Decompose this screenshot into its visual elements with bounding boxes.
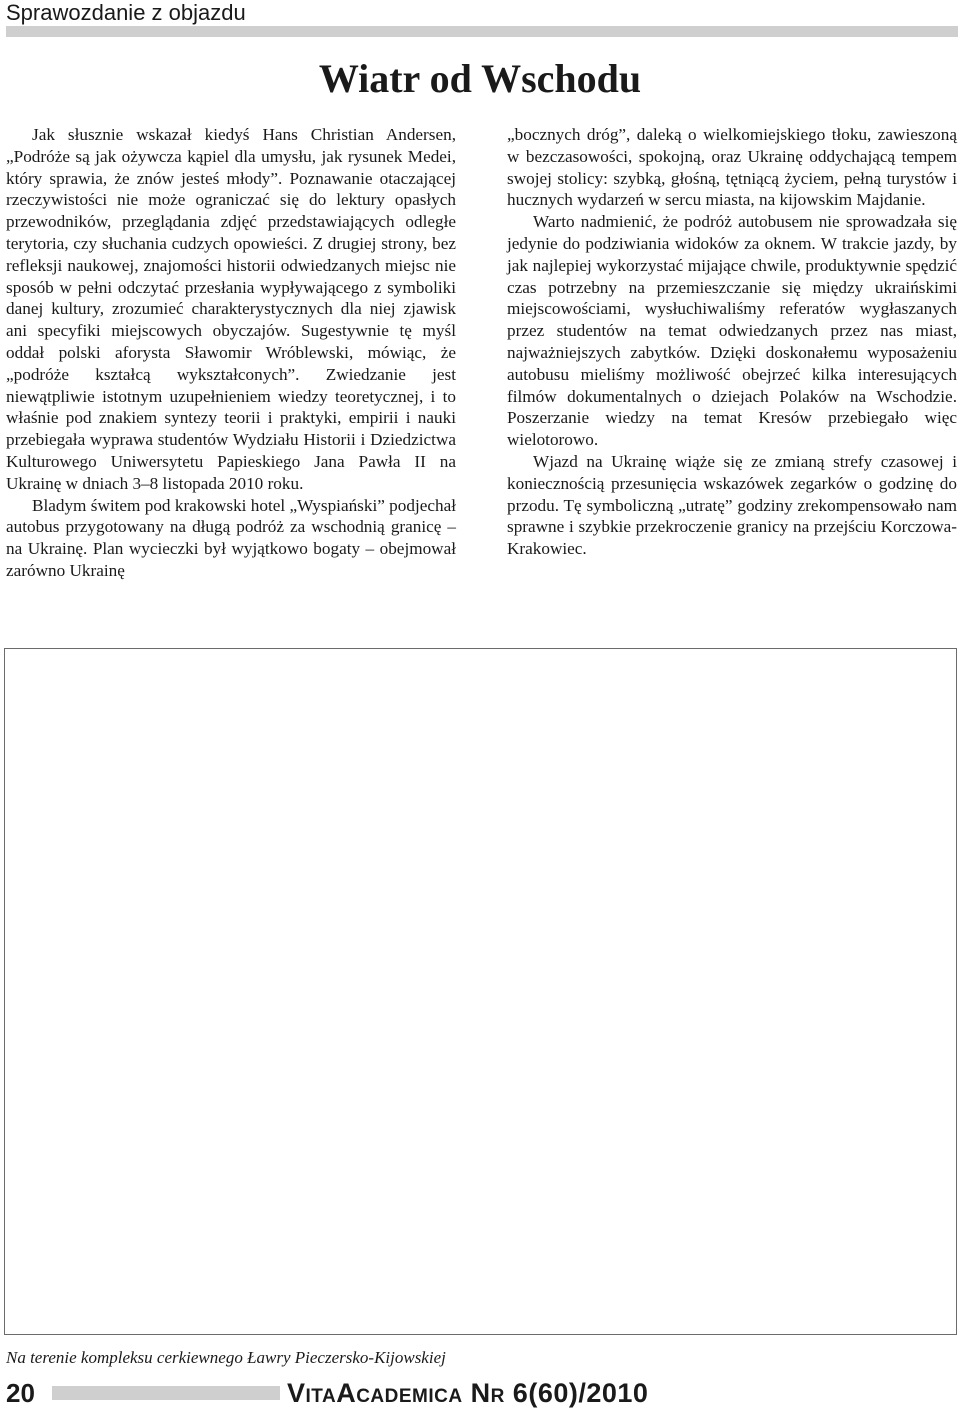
right-paragraph-3: Wjazd na Ukrainę wiąże się ze zmianą strefy czasowej i koniecznością przesunięcia wskazówek zegarków o godzinę do przodu. Tę symboliczną „utratę” godziny zrekompensowało nam sprawne i szybkie przekroczenie granicy na przejściu Korczowa-Krakowiec. [507,451,957,559]
journal-title: VitaAcademica Nr 6(60)/2010 [287,1378,649,1408]
page-number: 20 [6,1378,35,1408]
left-column [6,124,456,582]
right-column [507,124,957,560]
right-paragraph-2: Warto nadmienić, że podróż autobusem nie sprowadzała się jedynie do podziwiania widoków za oknem. W trakcie jazdy, by jak najlepiej wykorzystać mijające chwile, produktywnie spędzić czas potrzebny na przemieszczanie się między ukraińskimi miejscowościami, wysłuchiwaliśmy referatów wygłaszanych przez studentów na temat odwiedzanych przez nas miast, najważniejszych zabytków. Dzięki doskonałemu wyposażeniu autobusu mieliśmy możliwość obejrzeć kilka interesujących filmów dokumentalnych o dziejach Polaków na Wschodzie. Poszerzanie wiedzy na temat Kresów przebiegało więc wielotorowo. [507,212,957,450]
header-bar [6,26,958,37]
article-title: Wiatr od Wschodu [318,56,642,101]
right-paragraph-1: „bocznych dróg”, daleką o wielkomiejskiego tłoku, zawieszoną w bezczasowości, spokojną, oraz Ukrainę oddychającą tempem swojej stolicy: szybką, głośną, tętniącą życiem, pełną turystów i hucznych wydarzeń w sercu miasta, na kijowskim Majdanie. [507,125,957,210]
left-paragraph-2: Bladym świtem pod krakowski hotel „Wyspiański” podjechał autobus przygotowany na długą podróż za wschodnią granicę – na Ukrainę. Plan wycieczki był wyjątkowo bogaty – obejmował zarówno Ukrainę [6,495,456,580]
left-paragraph-1: Jak słusznie wskazał kiedyś Hans Christian Andersen, „Podróże są jak ożywcza kąpiel dla umysłu, jak rysunek Medei, który sprawia, że znów jesteś młody”. Poznawanie otaczającej rzeczywistości nie może ograniczać się do lektury opasłych przewodników, przeglądania zdjęć przedstawiających odległe terytoria, czy słuchania cudzych opowieści. Z drugiej strony, bez refleksji naukowej, znajomości historii odwiedzanych miejsc nie sposób w pełni odczytać przesłania wypływającego z symboliki danej kultury, zrozumieć charakterystycznych dla niej zjawisk ani specyfiki miejscowych obyczajów. Sugestywnie tę myśl oddał polski aforysta Sławomir Wróblewski, mówiąc, że „podróże kształcą wykształconych”. Zwiedzanie jest niewątpliwie istotnym uzupełnieniem wiedzy teoretycznej, i to właśnie pod znakiem syntezy teorii i praktyki, empirii i nauki przebiegała wyprawa studentów Wydziału Historii i Dziedzictwa Kulturowego Uniwersytetu Papieskiego Jana Pawła II na Ukrainę w dniach 3–8 listopada 2010 roku. [6,125,456,493]
footer-bar [52,1386,280,1400]
photo-frame [4,648,957,1335]
section-label: Sprawozdanie z objazdu [6,0,246,25]
photo-caption: Na terenie kompleksu cerkiewnego Ławry Pieczersko-Kijowskiej [6,1348,446,1367]
